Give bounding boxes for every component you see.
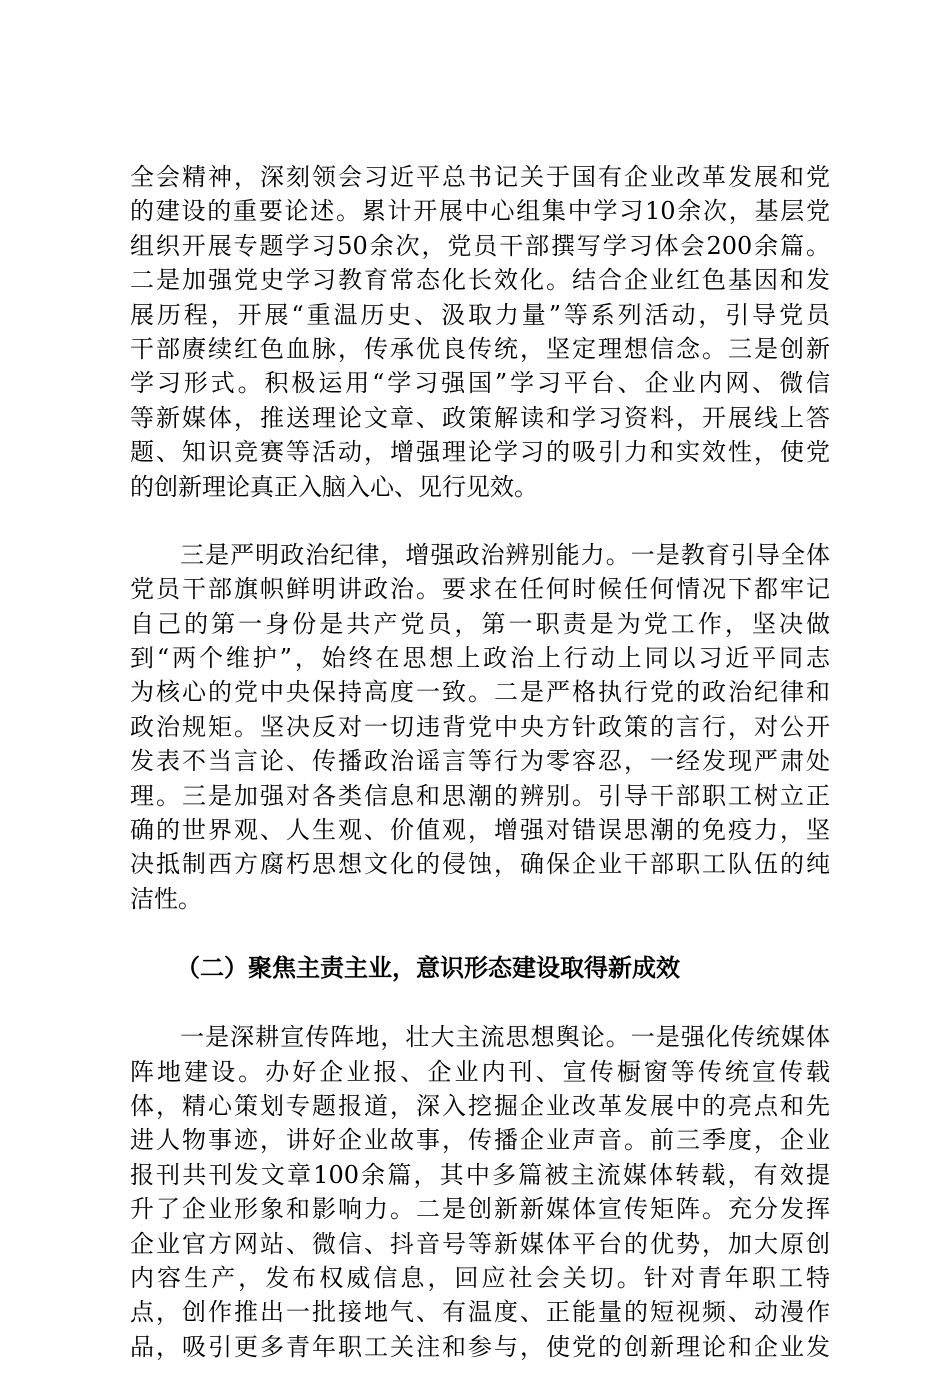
text-line: 二是加强党史学习教育常态化长效化。结合企业红色基因和发 — [130, 266, 830, 295]
text-line: 点，创作推出一批接地气、有温度、正能量的短视频、动漫作 — [130, 1298, 830, 1327]
paragraph-1 — [130, 160, 830, 504]
text-line: 确的世界观、人生观、价值观，增强对错误思潮的免疫力，坚 — [130, 816, 830, 845]
section-heading: （二）聚焦主责主业，意识形态建设取得新成效 — [176, 953, 680, 983]
text-line: 等新媒体，推送理论文章、政策解读和学习资料，开展线上答 — [130, 403, 830, 432]
text-line: 干部赓续红色血脉，传承优良传统，坚定理想信念。三是创新 — [130, 334, 830, 363]
document-page — [130, 160, 830, 1398]
text-line: 到“两个维护”，始终在思想上政治上行动上同以习近平同志 — [130, 644, 830, 673]
text-line: 内容生产，发布权威信息，回应社会关切。针对青年职工特 — [130, 1263, 830, 1292]
paragraph-2 — [130, 538, 830, 916]
text-line: 决抵制西方腐朽思想文化的侵蚀，确保企业干部职工队伍的纯 — [130, 850, 830, 879]
text-line: 自己的第一身份是共产党员，第一职责是为党工作，坚决做 — [130, 609, 830, 638]
text-line: 学习形式。积极运用“学习强国”学习平台、企业内网、微信 — [130, 369, 830, 398]
text-line: 全会精神，深刻领会习近平总书记关于国有企业改革发展和党 — [130, 163, 830, 191]
text-line: 升了企业形象和影响力。二是创新新媒体宣传矩阵。充分发挥 — [130, 1195, 830, 1224]
text-line: 品，吸引更多青年职工关注和参与，使党的创新理论和企业发 — [130, 1332, 830, 1361]
text-line: 的创新理论真正入脑入心、见行见效。 — [130, 472, 538, 501]
text-line: 党员干部旗帜鲜明讲政治。要求在任何时候任何情况下都牢记 — [130, 575, 830, 604]
text-line: 为核心的党中央保持高度一致。二是严格执行党的政治纪律和 — [130, 678, 830, 707]
paragraph-3 — [130, 1020, 830, 1364]
text-line: 发表不当言论、传播政治谣言等行为零容忍，一经发现严肃处 — [130, 747, 830, 776]
text-line: 题、知识竞赛等活动，增强理论学习的吸引力和实效性，使党 — [130, 438, 830, 467]
text-line: 进人物事迹，讲好企业故事，传播企业声音。前三季度，企业 — [130, 1126, 830, 1155]
text-line: 体，精心策划专题报道，深入挖掘企业改革发展中的亮点和先 — [130, 1091, 830, 1120]
text-line: 阵地建设。办好企业报、企业内刊、宣传橱窗等传统宣传载 — [130, 1057, 830, 1086]
text-line: 的建设的重要论述。累计开展中心组集中学习10余次，基层党 — [130, 197, 830, 226]
text-line: 组织开展专题学习50余次，党员干部撰写学习体会200余篇。 — [130, 231, 830, 260]
text-line: 企业官方网站、微信、抖音号等新媒体平台的优势，加大原创 — [130, 1229, 830, 1258]
text-line: 三是严明政治纪律，增强政治辨别能力。一是教育引导全体 — [130, 540, 830, 569]
text-line: 展历程，开展“重温历史、汲取力量”等系列活动，引导党员 — [130, 300, 830, 329]
text-line: 报刊共刊发文章100余篇，其中多篇被主流媒体转载，有效提 — [130, 1160, 830, 1189]
text-line: 理。三是加强对各类信息和思潮的辨别。引导干部职工树立正 — [130, 781, 830, 810]
text-line: 洁性。 — [130, 884, 202, 913]
text-line: 一是深耕宣传阵地，壮大主流思想舆论。一是强化传统媒体 — [130, 1023, 830, 1052]
text-line: 政治规矩。坚决反对一切违背党中央方针政策的言行，对公开 — [130, 712, 830, 741]
